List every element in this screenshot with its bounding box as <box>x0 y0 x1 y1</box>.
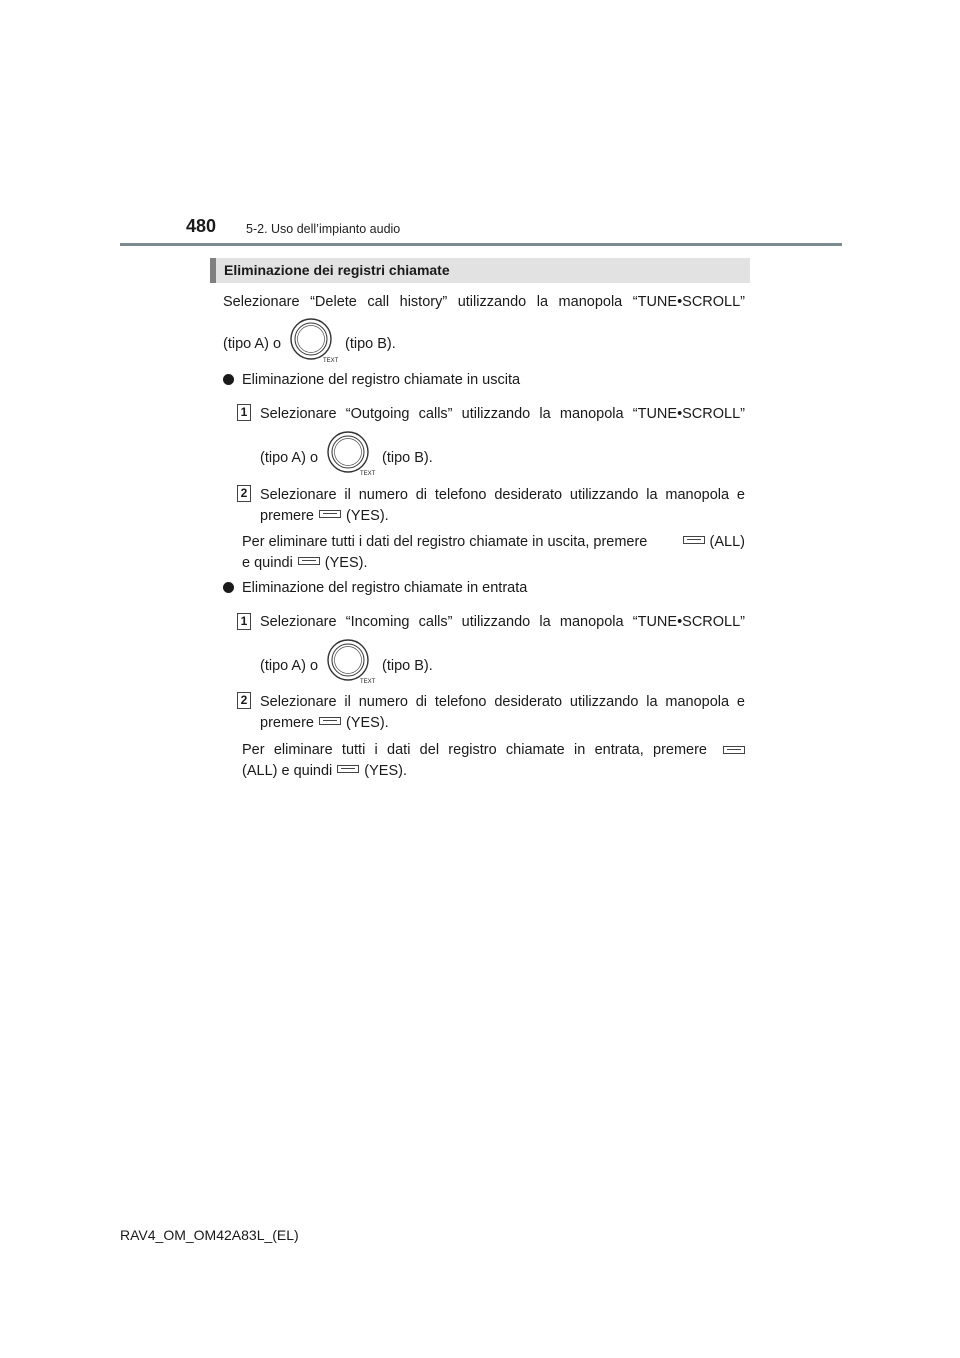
bullet-dot-icon <box>223 582 234 593</box>
tune-knob-icon <box>327 428 376 478</box>
incoming-step1-line1: Selezionare “Incoming calls” utilizzando la manopola “TUNE•SCROLL” <box>260 614 745 630</box>
outgoing-note-line2 <box>242 553 368 573</box>
incoming-note-line2-post: (YES). <box>364 763 407 779</box>
outgoing-step2-line2 <box>260 506 389 526</box>
outgoing-step1-badge: 1 <box>237 404 251 421</box>
button-icon <box>319 717 341 725</box>
button-icon <box>337 765 359 773</box>
intro-post: (tipo B). <box>345 336 396 352</box>
button-icon <box>319 510 341 518</box>
outgoing-step1-line1: Selezionare “Outgoing calls” utilizzando la manopola “TUNE•SCROLL” <box>260 406 745 422</box>
tune-knob-icon <box>290 315 339 365</box>
incoming-step2-post: (YES). <box>346 715 389 731</box>
knob-label: TEXT <box>360 679 376 685</box>
incoming-step2-badge: 2 <box>237 692 251 709</box>
incoming-step2-line1: Selezionare il numero di telefono desiderato utilizzando la manopola e <box>260 694 745 710</box>
incoming-step2-pre: premere <box>260 715 314 731</box>
outgoing-step2-badge: 2 <box>237 485 251 502</box>
knob-label: TEXT <box>360 471 376 477</box>
section-heading <box>210 258 750 283</box>
button-icon <box>298 557 320 565</box>
incoming-step1-badge: 1 <box>237 613 251 630</box>
incoming-title: Eliminazione del registro chiamate in entrata <box>242 580 528 596</box>
section-heading-text: Eliminazione dei registri chiamate <box>224 262 450 278</box>
incoming-note-line1 <box>242 740 745 760</box>
incoming-note-pre: Per eliminare tutti i dati del registro chiamate in entrata, premere <box>242 742 707 758</box>
outgoing-note-line1 <box>242 532 745 552</box>
outgoing-note-line2-pre: e quindi <box>242 555 293 571</box>
outgoing-note-line2-post: (YES). <box>324 555 368 571</box>
outgoing-bullet <box>223 370 520 390</box>
outgoing-note-post: (ALL) <box>709 534 745 550</box>
section-label: 5-2. Uso dell’impianto audio <box>246 222 401 236</box>
incoming-note-line2 <box>242 761 407 781</box>
outgoing-title: Eliminazione del registro chiamate in uscita <box>242 372 521 388</box>
intro-line2 <box>223 334 281 354</box>
knob-label: TEXT <box>323 358 339 364</box>
intro-pre: (tipo A) o <box>223 336 282 352</box>
tune-knob-icon <box>327 636 376 686</box>
outgoing-note-pre: Per eliminare tutti i dati del registro chiamate in uscita, premere <box>242 534 648 550</box>
button-icon <box>723 746 745 754</box>
incoming-step1-post: (tipo B). <box>382 658 433 674</box>
outgoing-step2-post: (YES). <box>346 508 389 524</box>
incoming-bullet <box>223 578 527 598</box>
incoming-note-line2-pre: (ALL) e quindi <box>242 763 333 779</box>
outgoing-step1-post: (tipo B). <box>382 450 433 466</box>
button-icon <box>683 536 705 544</box>
incoming-step1-pre: (tipo A) o <box>260 658 319 674</box>
page-number: 480 <box>186 216 217 236</box>
incoming-step2-line2 <box>260 713 389 733</box>
footer-code: RAV4_OM_OM42A83L_(EL) <box>120 1227 299 1243</box>
header-rule <box>120 243 842 246</box>
outgoing-step2-pre: premere <box>260 508 314 524</box>
outgoing-step1-pre: (tipo A) o <box>260 450 319 466</box>
outgoing-step2-line1: Selezionare il numero di telefono desiderato utilizzando la manopola e <box>260 487 745 503</box>
intro-line1: Selezionare “Delete call history” utilizzando la manopola “TUNE•SCROLL” <box>223 294 745 310</box>
bullet-dot-icon <box>223 374 234 385</box>
